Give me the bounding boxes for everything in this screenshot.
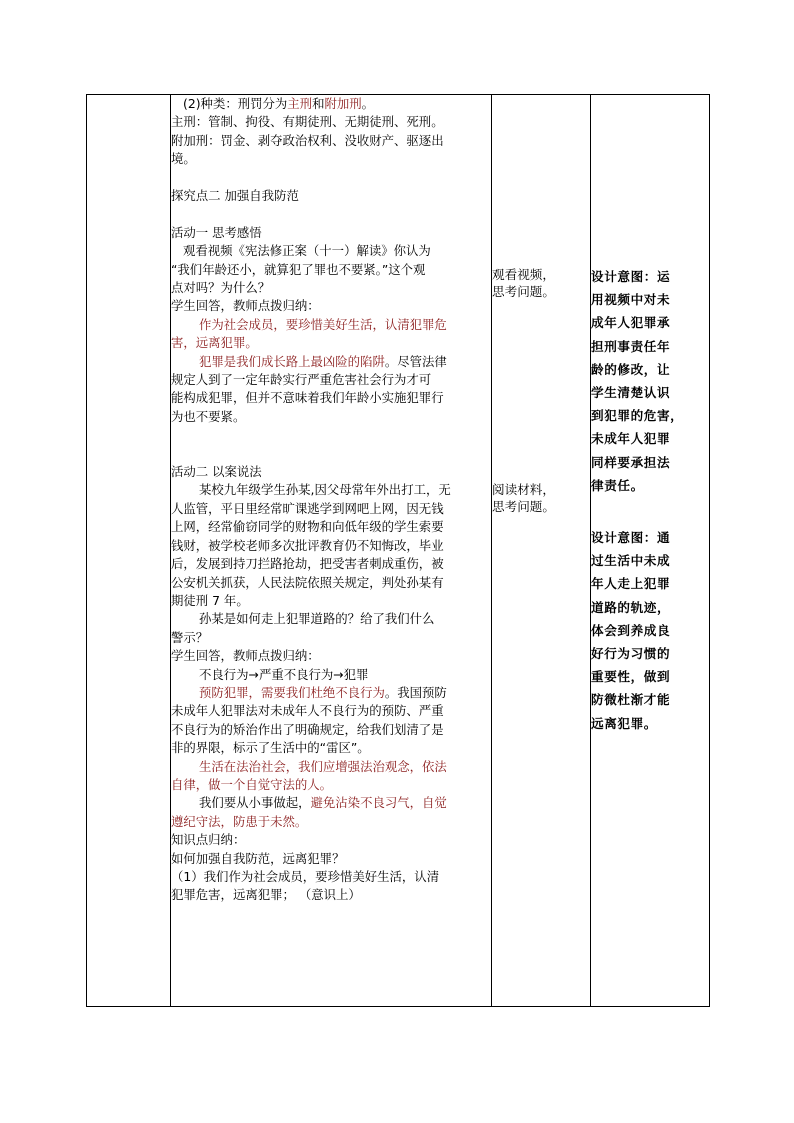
content-segment: 。: [361, 96, 375, 111]
design-intent-cell: [591, 95, 710, 1007]
content-segment: 附加刑: [324, 96, 362, 111]
teaching-content-cell: [171, 95, 492, 1007]
content-segment: 犯罪是我们成长路上最凶险的陷阱: [199, 353, 385, 369]
content-segment: 。我国预防: [384, 684, 447, 700]
content-line: 作为社会成员，要珍惜美好生活，认清犯罪危: [199, 316, 447, 332]
blank-left-cell: [87, 95, 171, 1007]
content-line: 活动一 思考感悟: [171, 224, 262, 240]
content-line: 钱财，被学校老师多次批评教育仍不知悔改，毕业: [171, 537, 444, 553]
design-line: 律责任。: [591, 477, 644, 493]
design-line: 好行为习惯的: [591, 646, 671, 662]
content-line: [171, 353, 491, 371]
activity-line: 思考问题。: [492, 499, 555, 514]
content-line: 如何加强自我防范，远离犯罪？: [171, 850, 345, 866]
activity-line: 思考问题。: [492, 284, 555, 299]
content-segment: 避免沾染不良习气，自觉: [310, 795, 447, 811]
content-line: 为也不要紧。: [171, 408, 246, 424]
student-activity-2: [492, 481, 590, 515]
student-activity-1: [492, 266, 590, 300]
content-line: [171, 95, 491, 113]
content-line: 害，远离犯罪。: [171, 335, 258, 351]
content-line: “我们年龄还小，就算犯了罪也不要紧。”这个观: [171, 261, 426, 277]
content-line: 探究点二 加强自我防范: [171, 188, 299, 204]
blank-line: [171, 205, 491, 223]
content-line: 期徒刑 7 年。: [171, 592, 249, 608]
design-line: 用视频中对未: [591, 292, 671, 308]
lesson-plan-table: [86, 94, 710, 1007]
activity-line: 阅读材料，: [492, 482, 555, 497]
content-line: 境。: [171, 151, 196, 167]
design-line: 学生清楚认识: [591, 385, 671, 401]
content-line: 能构成犯罪，但并不意味着我们年龄小实施犯罪行: [171, 390, 444, 406]
content-line: 不良行为→严重不良行为→犯罪: [199, 666, 369, 682]
blank-line: [171, 445, 491, 463]
content-line: 某校九年级学生孙某,因父母常年外出打工，无: [199, 482, 451, 498]
activity-line: 观看视频，: [492, 267, 555, 282]
content-line: [171, 794, 491, 812]
design-line: 到犯罪的危害，: [591, 408, 684, 424]
content-segment: (2)种类：刑罚分为: [183, 96, 288, 111]
content-line: 自律，做一个自觉守法的人。: [171, 776, 333, 792]
content-line: 上网，经常偷窃同学的财物和向低年级的学生索要: [171, 519, 444, 535]
content-line: 未成年人犯罪法对未成年人不良行为的预防、严重: [171, 703, 444, 719]
blank-line: [171, 426, 491, 444]
content-line: 公安机关抓获，人民法院依照关规定，判处孙某有: [171, 574, 444, 590]
content-line: 主刑：管制、拘役、有期徒刑、无期徒刑、死刑。: [171, 114, 444, 130]
design-line: 同样要承担法: [591, 454, 671, 470]
design-line: 年人走上犯罪: [591, 576, 671, 592]
content-line: 非的界限，标示了生活中的“雷区”。: [171, 740, 370, 756]
design-line: 成年人犯罪承: [591, 315, 671, 331]
design-intent-2: [591, 526, 709, 735]
content-line: 学生回答，教师点拨归纳：: [171, 298, 320, 314]
student-activity-cell: [492, 95, 591, 1007]
content-line: 犯罪危害，远离犯罪； （意识上）: [171, 887, 361, 903]
content-segment: 。尽管法律: [384, 353, 447, 369]
content-segment: 和: [312, 96, 325, 111]
design-line: 重要性，做到: [591, 669, 671, 685]
design-line: 龄的修改，让: [591, 361, 671, 377]
design-line: 道路的轨迹，: [591, 599, 671, 615]
content-line: 活动二 以案说法: [171, 464, 262, 480]
design-line: 体会到养成良: [591, 622, 671, 638]
content-line: 观看视频《宪法修正案（十一）解读》你认为: [183, 243, 431, 259]
content-line: 孙某是如何走上犯罪道路的？给了我们什么: [199, 611, 435, 627]
design-line: 防微杜渐才能: [591, 692, 671, 708]
table-row: [87, 95, 710, 1007]
content-segment: 我们要从小事做起，: [199, 795, 311, 811]
content-line: 点对吗？为什么？: [171, 280, 271, 296]
content-line: 生活在法治社会，我们应增强法治观念，依法: [199, 758, 447, 774]
design-line: 设计意图：通: [591, 530, 671, 546]
content-line: 人监管，平日里经常旷课逃学到网吧上网，因无钱: [171, 500, 444, 516]
design-intent-1: [591, 265, 709, 497]
content-segment: 主刑: [287, 96, 313, 111]
content-line: 附加刑：罚金、剥夺政治权利、没收财产、驱逐出: [171, 132, 444, 148]
design-line: 远离犯罪。: [591, 715, 657, 731]
blank-line: [171, 169, 491, 187]
content-line: 后，发展到持刀拦路抢劫，把受害者刺成重伤，被: [171, 556, 444, 572]
content-line: 学生回答，教师点拨归纳：: [171, 648, 320, 664]
teaching-content: [171, 95, 491, 905]
content-line: 遵纪守法，防患于未然。: [171, 813, 308, 829]
design-line: 未成年人犯罪: [591, 431, 671, 447]
design-line: 过生活中未成: [591, 553, 671, 569]
design-line: 担刑事责任年: [591, 338, 671, 354]
content-line: 知识点归纳：: [171, 832, 246, 848]
content-line: 规定人到了一定年龄实行严重危害社会行为才可: [171, 372, 432, 388]
content-segment: 预防犯罪，需要我们杜绝不良行为: [199, 684, 385, 700]
design-line: 设计意图：运: [591, 269, 671, 284]
content-line: （1）我们作为社会成员，要珍惜美好生活，认清: [171, 869, 440, 884]
content-line: 警示？: [171, 629, 209, 645]
content-line: 不良行为的矫治作出了明确规定，给我们划清了是: [171, 721, 444, 737]
content-line: [171, 684, 491, 702]
